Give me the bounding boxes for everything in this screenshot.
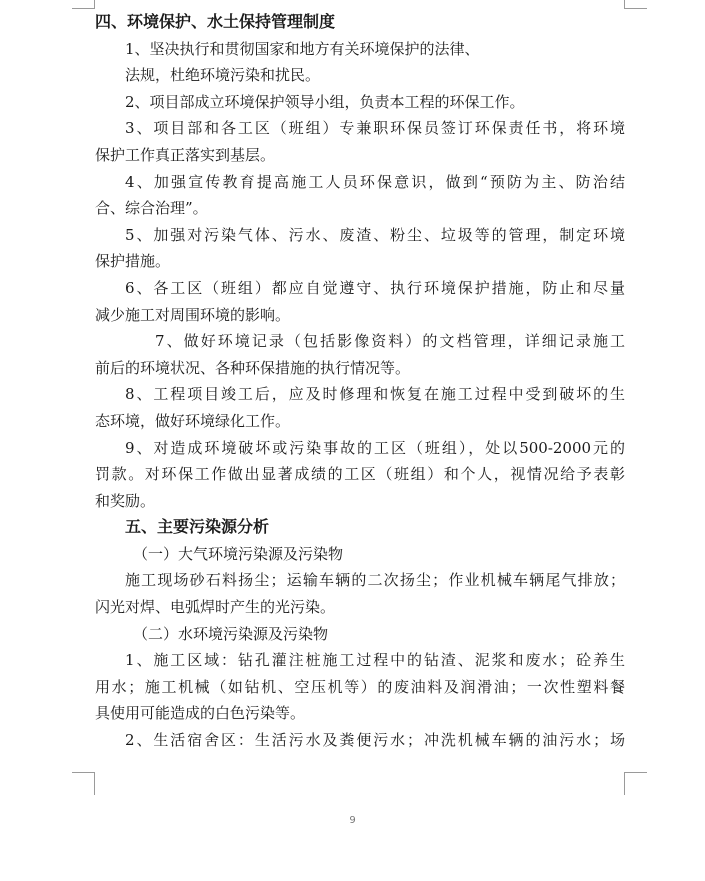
paragraph-line: 具使用可能造成的白色污染等。 [95, 704, 306, 723]
crop-mark-top-right [624, 0, 647, 9]
paragraph-line: 减少施工对周围环境的影响。 [95, 305, 291, 324]
paragraph-line: 和奖励。 [95, 491, 156, 510]
subheading-1: （一）大气环境污染源及污染物 [133, 544, 344, 563]
paragraph-line: 施工现场砂石料扬尘；运输车辆的二次扬尘；作业机械车辆尾气排放； [125, 571, 625, 590]
paragraph-line: 态环境，做好环境绿化工作。 [95, 411, 291, 430]
paragraph-line: 法规，杜绝环境污染和扰民。 [125, 66, 321, 85]
paragraph-line: 8、工程项目竣工后，应及时修理和恢复在施工过程中受到破坏的生 [125, 385, 625, 404]
paragraph-line: 用水；施工机械（如钻机、空压机等）的废油料及润滑油；一次性塑料餐 [95, 677, 625, 696]
section-heading-5: 五、主要污染源分析 [125, 517, 270, 537]
paragraph-line: 6、各工区（班组）都应自觉遵守、执行环境保护措施，防止和尽量 [125, 278, 625, 297]
subheading-2: （二）水环境污染源及污染物 [133, 624, 329, 643]
document-body [95, 9, 625, 754]
paragraph-line: 4、加强宣传教育提高施工人员环保意识，做到“预防为主、防治结 [125, 172, 625, 191]
paragraph-line: 2、项目部成立环境保护领导小组，负责本工程的环保工作。 [125, 92, 525, 111]
paragraph-line: 合、综合治理”。 [95, 199, 208, 218]
crop-mark-top-left [72, 0, 95, 9]
paragraph-line: 5、加强对污染气体、污水、废渣、粉尘、垃圾等的管理，制定环境 [125, 225, 625, 244]
paragraph-line: 3、项目部和各工区（班组）专兼职环保员签订环保责任书，将环境 [125, 119, 625, 138]
paragraph-line: 罚款。对环保工作做出显著成绩的工区（班组）和个人，视情况给予表彰 [95, 465, 625, 484]
crop-mark-bottom-left [72, 772, 95, 795]
paragraph-line: 9、对造成环境破坏或污染事故的工区（班组），处以500-2000元的 [125, 438, 625, 457]
paragraph-line: 2、生活宿舍区：生活污水及粪便污水；冲洗机械车辆的油污水；场 [125, 731, 625, 750]
crop-mark-bottom-right [624, 772, 647, 795]
paragraph-line: 闪光对焊、电弧焊时产生的光污染。 [95, 598, 336, 617]
paragraph-line: 前后的环境状况、各种环保措施的执行情况等。 [95, 358, 411, 377]
page-number: 9 [349, 815, 356, 826]
paragraph-line: 1、坚决执行和贯彻国家和地方有关环境保护的法律、 [125, 39, 480, 58]
paragraph-line: 保护措施。 [95, 252, 171, 271]
paragraph-line: 保护工作真正落实到基层。 [95, 145, 276, 164]
paragraph-line: 7、做好环境记录（包括影像资料）的文档管理，详细记录施工 [155, 332, 625, 351]
section-heading-4: 四、环境保护、水土保持管理制度 [95, 12, 336, 31]
paragraph-line: 1、施工区域：钻孔灌注桩施工过程中的钻渣、泥浆和废水；砼养生 [125, 651, 625, 670]
